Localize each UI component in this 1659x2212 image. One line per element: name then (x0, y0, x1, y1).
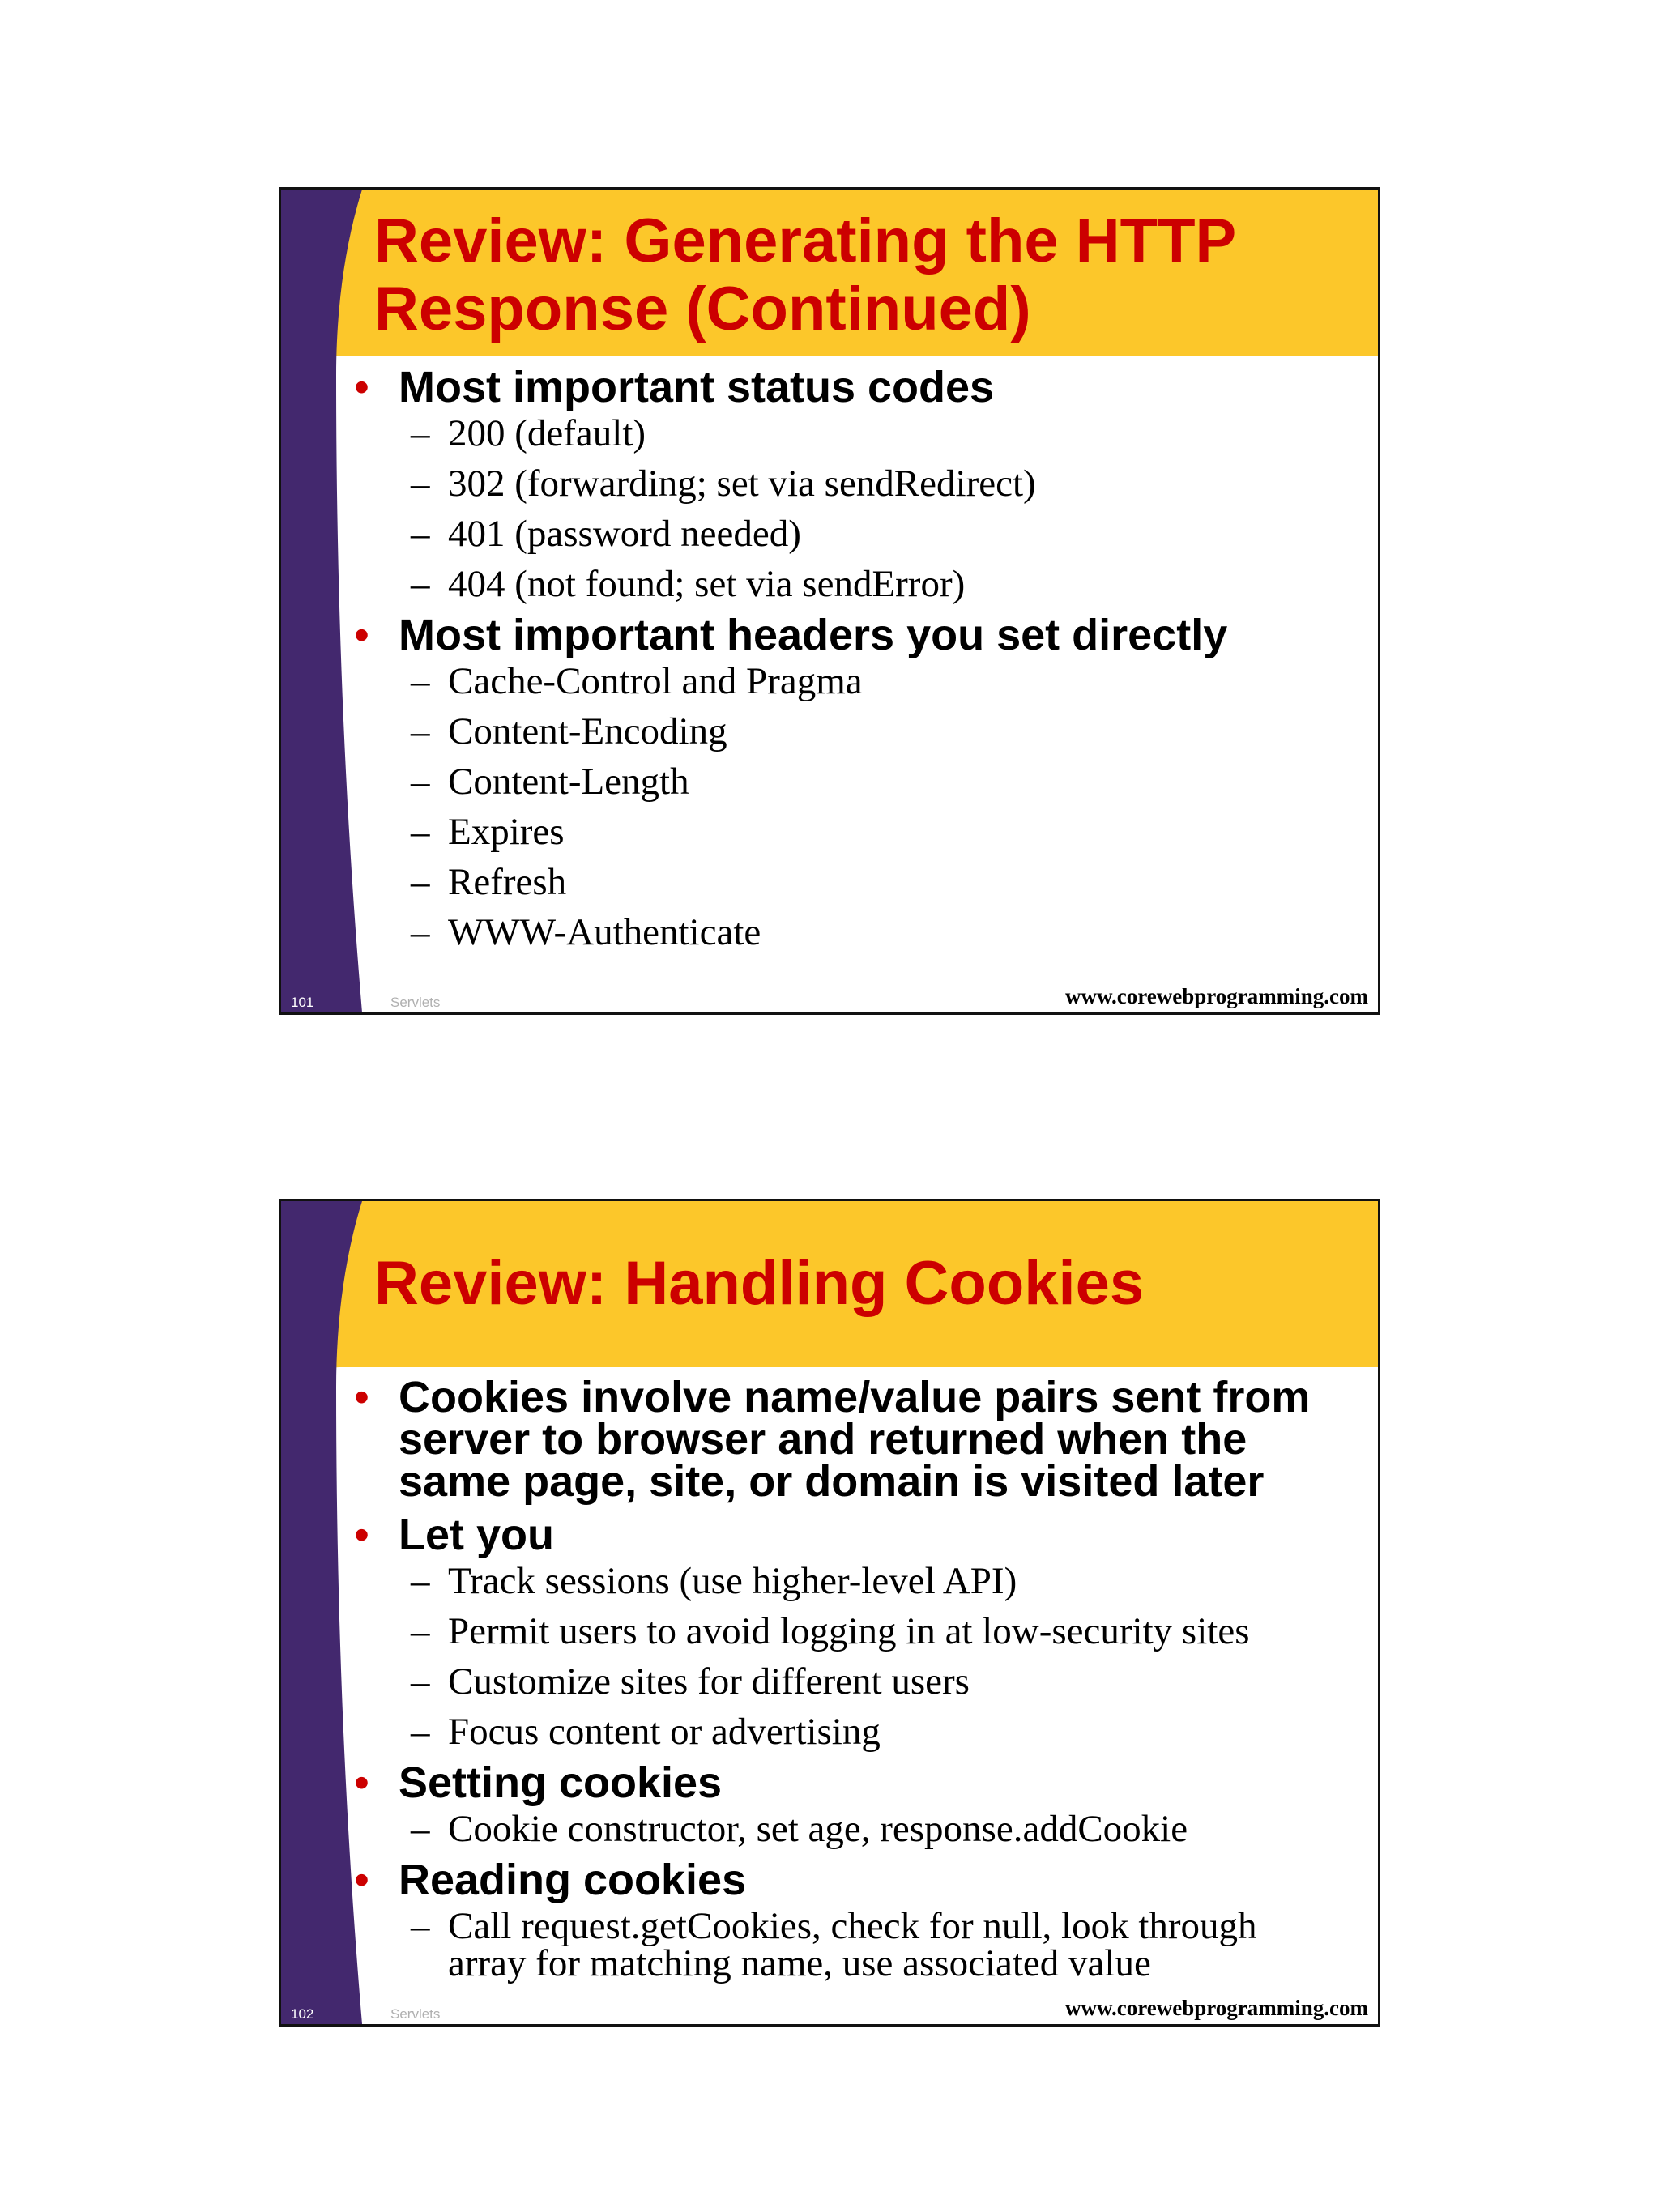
bullet-let-you: • Let you (354, 1511, 555, 1559)
bullet-reading-cookies: • Reading cookies (354, 1856, 747, 1904)
sub-item: – Cookie constructor, set age, response.addCookie (411, 1808, 1188, 1850)
sub-item: – Content-Encoding (411, 710, 727, 752)
sub-item: – 200 (default) (411, 412, 646, 454)
footer-url: www.corewebprogramming.com (1065, 984, 1368, 1008)
sub-item: – Focus content or advertising (411, 1711, 881, 1753)
slide-102 (279, 1199, 1380, 2027)
sub-item: – Customize sites for different users (411, 1660, 970, 1703)
bullet-headers: • Most important headers you set directly (354, 611, 1228, 659)
sub-item: – Call request.getCookies, check for null, look through array for matching name, use associated value (411, 1905, 1257, 1984)
footer-label: Servlets (390, 2006, 441, 2022)
sub-item: – Track sessions (use higher-level API) (411, 1560, 1017, 1602)
page-number: 101 (291, 995, 314, 1010)
footer-url: www.corewebprogramming.com (1065, 1996, 1368, 2020)
slide-content (354, 1371, 1362, 1982)
footer-label: Servlets (390, 995, 441, 1010)
sub-item: – Expires (411, 811, 565, 853)
sub-item: – Refresh (411, 861, 567, 903)
bullet-status-codes: • Most important status codes (354, 363, 995, 411)
slide-title: Review: Generating the HTTP Response (Continued) (374, 207, 1237, 343)
bullet-setting-cookies: • Setting cookies (354, 1758, 723, 1807)
sub-item: – Content-Length (411, 761, 689, 803)
slide-title: Review: Handling Cookies (374, 1249, 1145, 1318)
sub-item: – 302 (forwarding; set via sendRedirect) (411, 462, 1036, 505)
sub-item: – Cache-Control and Pragma (411, 660, 863, 702)
slide-101 (279, 187, 1380, 1015)
sub-item: – 404 (not found; set via sendError) (411, 563, 966, 605)
sub-item: – WWW-Authenticate (411, 911, 761, 953)
sub-item: – Permit users to avoid logging in at low-security sites (411, 1610, 1250, 1652)
sub-item: – 401 (password needed) (411, 513, 801, 555)
slide-content (354, 361, 1362, 957)
page-number: 102 (291, 2006, 314, 2022)
bullet-cookies-definition: • Cookies involve name/value pairs sent from server to browser and returned when the same page, site, or domain is visited later (354, 1373, 1311, 1506)
